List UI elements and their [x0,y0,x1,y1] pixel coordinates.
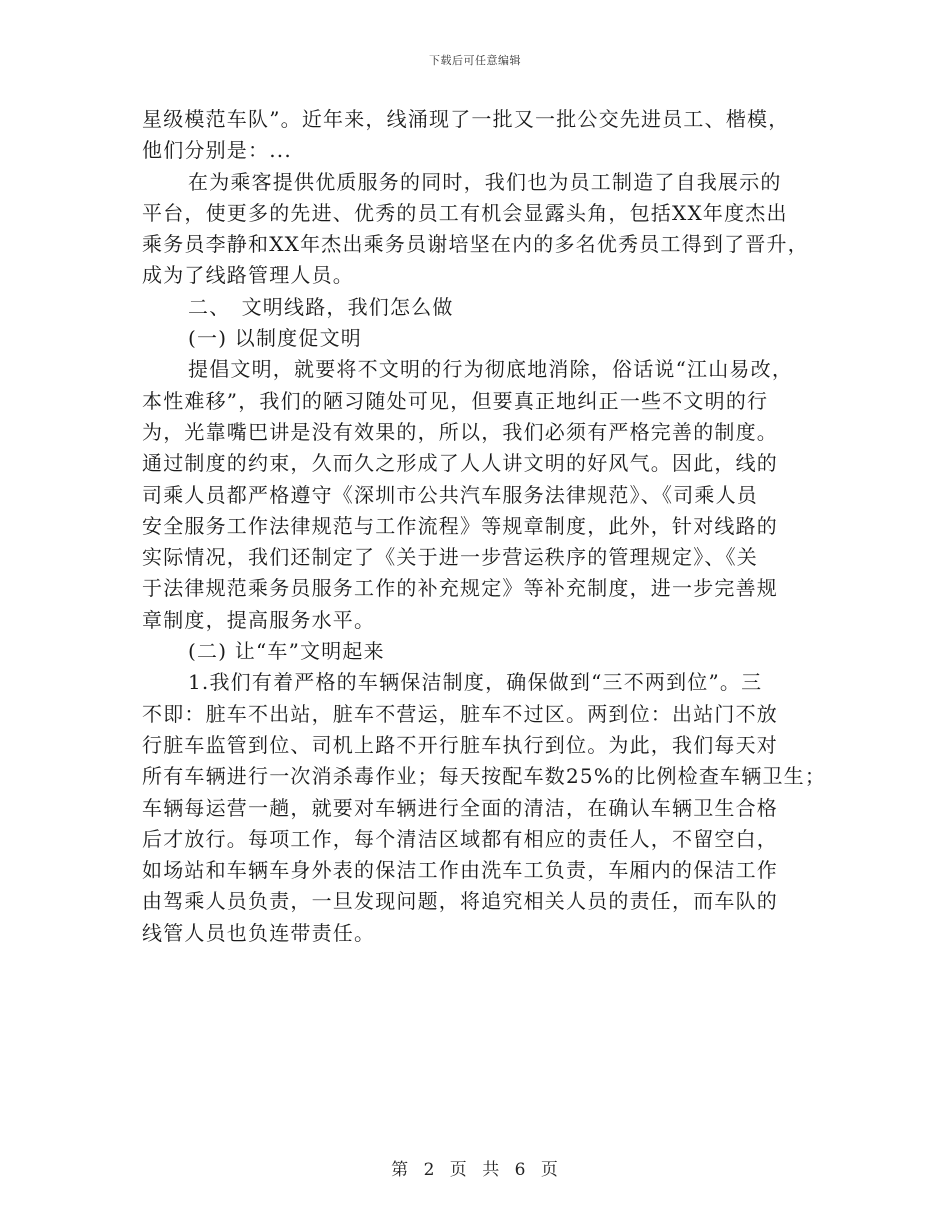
text-line: 如场站和车辆车身外表的保洁工作由洗车工负责，车厢内的保洁工作 [142,858,778,883]
total-page-count: 6 [514,1160,527,1180]
text-line: 于法律规范乘务员服务工作的补充规定》等补充制度，进一步完善规 [142,576,778,601]
page-label-mid: 页 [449,1160,468,1180]
text-line: 平台，使更多的先进、优秀的员工有机会显露头角，包括XX年度杰出 [142,200,788,225]
page-number-footer [0,1155,950,1180]
page-label-suffix: 页 [540,1160,559,1180]
document-body [142,104,827,949]
text-line: 章制度，提高服务水平。 [142,607,376,632]
current-page-number: 2 [423,1160,436,1180]
text-line: 车辆每运营一趟，就要对车辆进行全面的清洁，在确认车辆卫生合格 [142,795,778,820]
text-line: 司乘人员都严格遵守《深圳市公共汽车服务法律规范》、《司乘人员 [142,482,758,507]
text-line: 他们分别是：... [142,138,292,163]
text-line: 不即：脏车不出站，脏车不营运，脏车不过区。两到位：出站门不放 [142,701,778,726]
text-line: 为，光靠嘴巴讲是没有效果的，所以，我们必须有严格完善的制度。 [142,419,778,444]
text-line: 本性难移”，我们的陋习随处可见，但要真正地纠正一些不文明的行 [142,388,769,413]
text-line: 线管人员也负连带责任。 [142,920,376,945]
page-header-note: 下载后可任意编辑 [429,54,521,67]
subsection-heading: (二) 让“车”文明起来 [188,639,385,664]
text-line: 实际情况，我们还制定了《关于进一步营运秩序的管理规定》、《关 [142,545,758,570]
subsection-heading: (一) 以制度促文明 [188,326,362,351]
page-label-prefix: 第 [391,1160,410,1180]
text-line: 由驾乘人员负责，一旦发现问题，将追究相关人员的责任，而车队的 [142,889,778,914]
text-line: 通过制度的约束，久而久之形成了人人讲文明的好风气。因此，线的 [142,451,778,476]
text-line: 星级模范车队”。近年来，线涌现了一批又一批公交先进员工、楷模， [142,107,790,131]
text-line: 安全服务工作法律规范与工作流程》等规章制度，此外，针对线路的 [142,513,778,538]
total-label: 共 [482,1160,501,1180]
section-heading: 二、 文明线路，我们怎么做 [188,294,454,319]
paragraph-start-line: 提倡文明，就要将不文明的行为彻底地消除，俗话说“江山易改， [188,357,794,382]
text-line: 所有车辆进行一次消杀毒作业；每天按配车数25%的比例检查车辆卫生； [142,764,827,789]
paragraph-start-line: 1.我们有着严格的车辆保洁制度，确保做到“三不两到位”。三 [188,670,763,695]
text-line: 行脏车监管到位、司机上路不开行脏车执行到位。为此，我们每天对 [142,732,778,757]
text-line: 乘务员李静和XX年杰出乘务员谢培坚在内的多名优秀员工得到了晋升， [142,232,809,257]
paragraph-start-line: 在为乘客提供优质服务的同时，我们也为员工制造了自我展示的 [188,169,782,194]
text-line: 成为了线路管理人员。 [142,263,354,288]
text-line: 后才放行。每项工作，每个清洁区域都有相应的责任人，不留空白， [142,826,778,851]
